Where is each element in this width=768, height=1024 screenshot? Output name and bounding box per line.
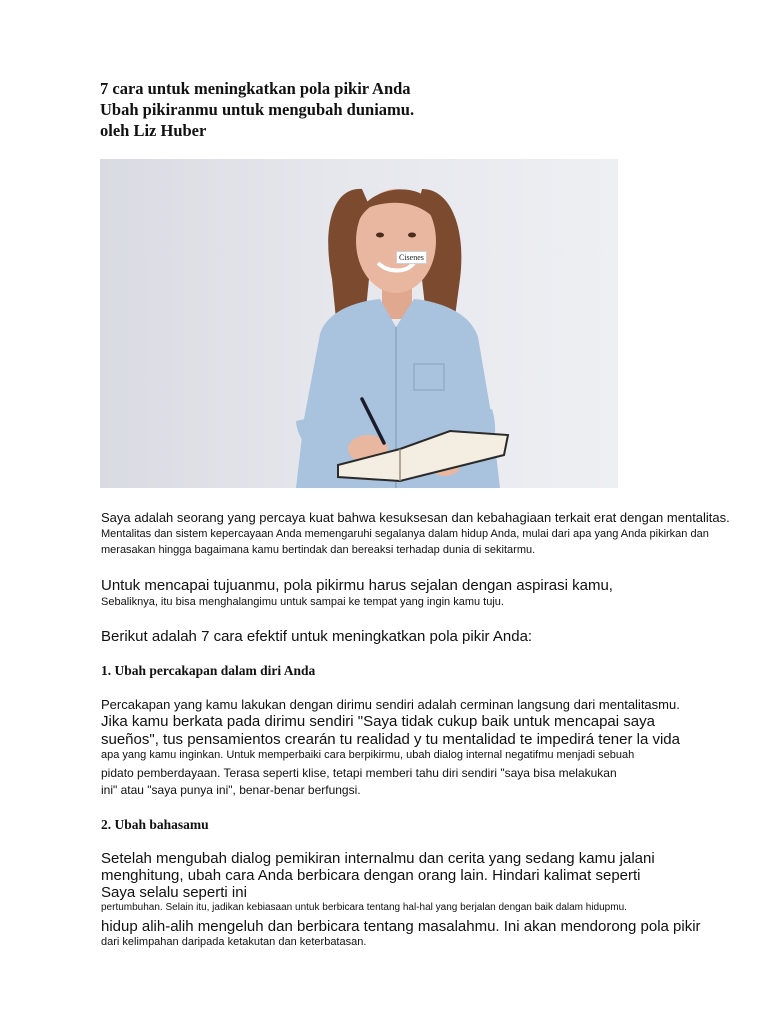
section-1-line-6: ini" atau "saya punya ini", benar-benar berfungsi. — [101, 783, 361, 797]
author-photo — [100, 159, 618, 488]
intro-line-3: merasakan hingga bagaimana kamu bertindak dan bereaksi terhadap dunia di sekitarmu. — [101, 544, 536, 556]
section-2-line-4: pertumbuhan. Selain itu, jadikan kebiasaan untuk berbicara tentang hal-hal yang berjalan dengan baik dalam hidupmu. — [101, 902, 627, 913]
intro-line-1: Saya adalah seorang yang percaya kuat bahwa kesuksesan dan kebahagiaan terkait erat dengan mentalitas. — [101, 510, 730, 525]
section-1-line-2: Jika kamu berkata pada dirimu sendiri "Saya tidak cukup baik untuk mencapai saya — [101, 713, 655, 730]
section-1-heading: 1. Ubah percakapan dalam diri Anda — [101, 663, 316, 678]
document-author: oleh Liz Huber — [100, 121, 207, 140]
photo-stamp-label: Cisenes — [396, 251, 427, 264]
section-2-line-6: dari kelimpahan daripada ketakutan dan keterbatasan. — [101, 936, 367, 948]
right-eye — [408, 233, 416, 238]
section-1-line-5: pidato pemberdayaan. Terasa seperti klise, tetapi memberi tahu diri sendiri "saya bisa melakukan — [101, 766, 617, 780]
section-2-line-1: Setelah mengubah dialog pemikiran internalmu dan cerita yang sedang kamu jalani — [101, 850, 655, 867]
document-title: 7 cara untuk meningkatkan pola pikir Anda — [100, 79, 411, 98]
section-2-line-2: menghitung, ubah cara Anda berbicara dengan orang lain. Hindari kalimat seperti — [101, 867, 641, 884]
left-eye — [376, 233, 384, 238]
section-1-line-4: apa yang kamu inginkan. Untuk memperbaiki cara berpikirmu, ubah dialog internal negatifmu menjadi sebuah — [101, 749, 635, 761]
intro-line-2: Mentalitas dan sistem kepercayaan Anda memengaruhi segalanya dalam hidup Anda, mulai dari apa yang Anda pikirkan dan — [101, 528, 709, 540]
section-1-line-3: sueños", tus pensamientos crearán tu realidad y tu mentalidad te impedirá tener la vida — [101, 731, 680, 748]
goal-line-2: Sebaliknya, itu bisa menghalangimu untuk sampai ke tempat yang ingin kamu tuju. — [101, 596, 504, 608]
document-header — [100, 78, 414, 141]
section-2-line-3: Saya selalu seperti ini — [101, 884, 247, 901]
list-intro: Berikut adalah 7 cara efektif untuk meningkatkan pola pikir Anda: — [101, 628, 533, 645]
document-subtitle: Ubah pikiranmu untuk mengubah duniamu. — [100, 100, 415, 119]
section-2-line-5: hidup alih-alih mengeluh dan berbicara tentang masalahmu. Ini akan mendorong pola pikir — [101, 918, 701, 935]
goal-line-1: Untuk mencapai tujuanmu, pola pikirmu harus sejalan dengan aspirasi kamu, — [101, 577, 613, 594]
section-2-heading: 2. Ubah bahasamu — [101, 817, 209, 832]
author-photo-illustration — [100, 159, 618, 488]
section-1-line-1: Percakapan yang kamu lakukan dengan dirimu sendiri adalah cerminan langsung dari mentalitasmu. — [101, 697, 680, 712]
